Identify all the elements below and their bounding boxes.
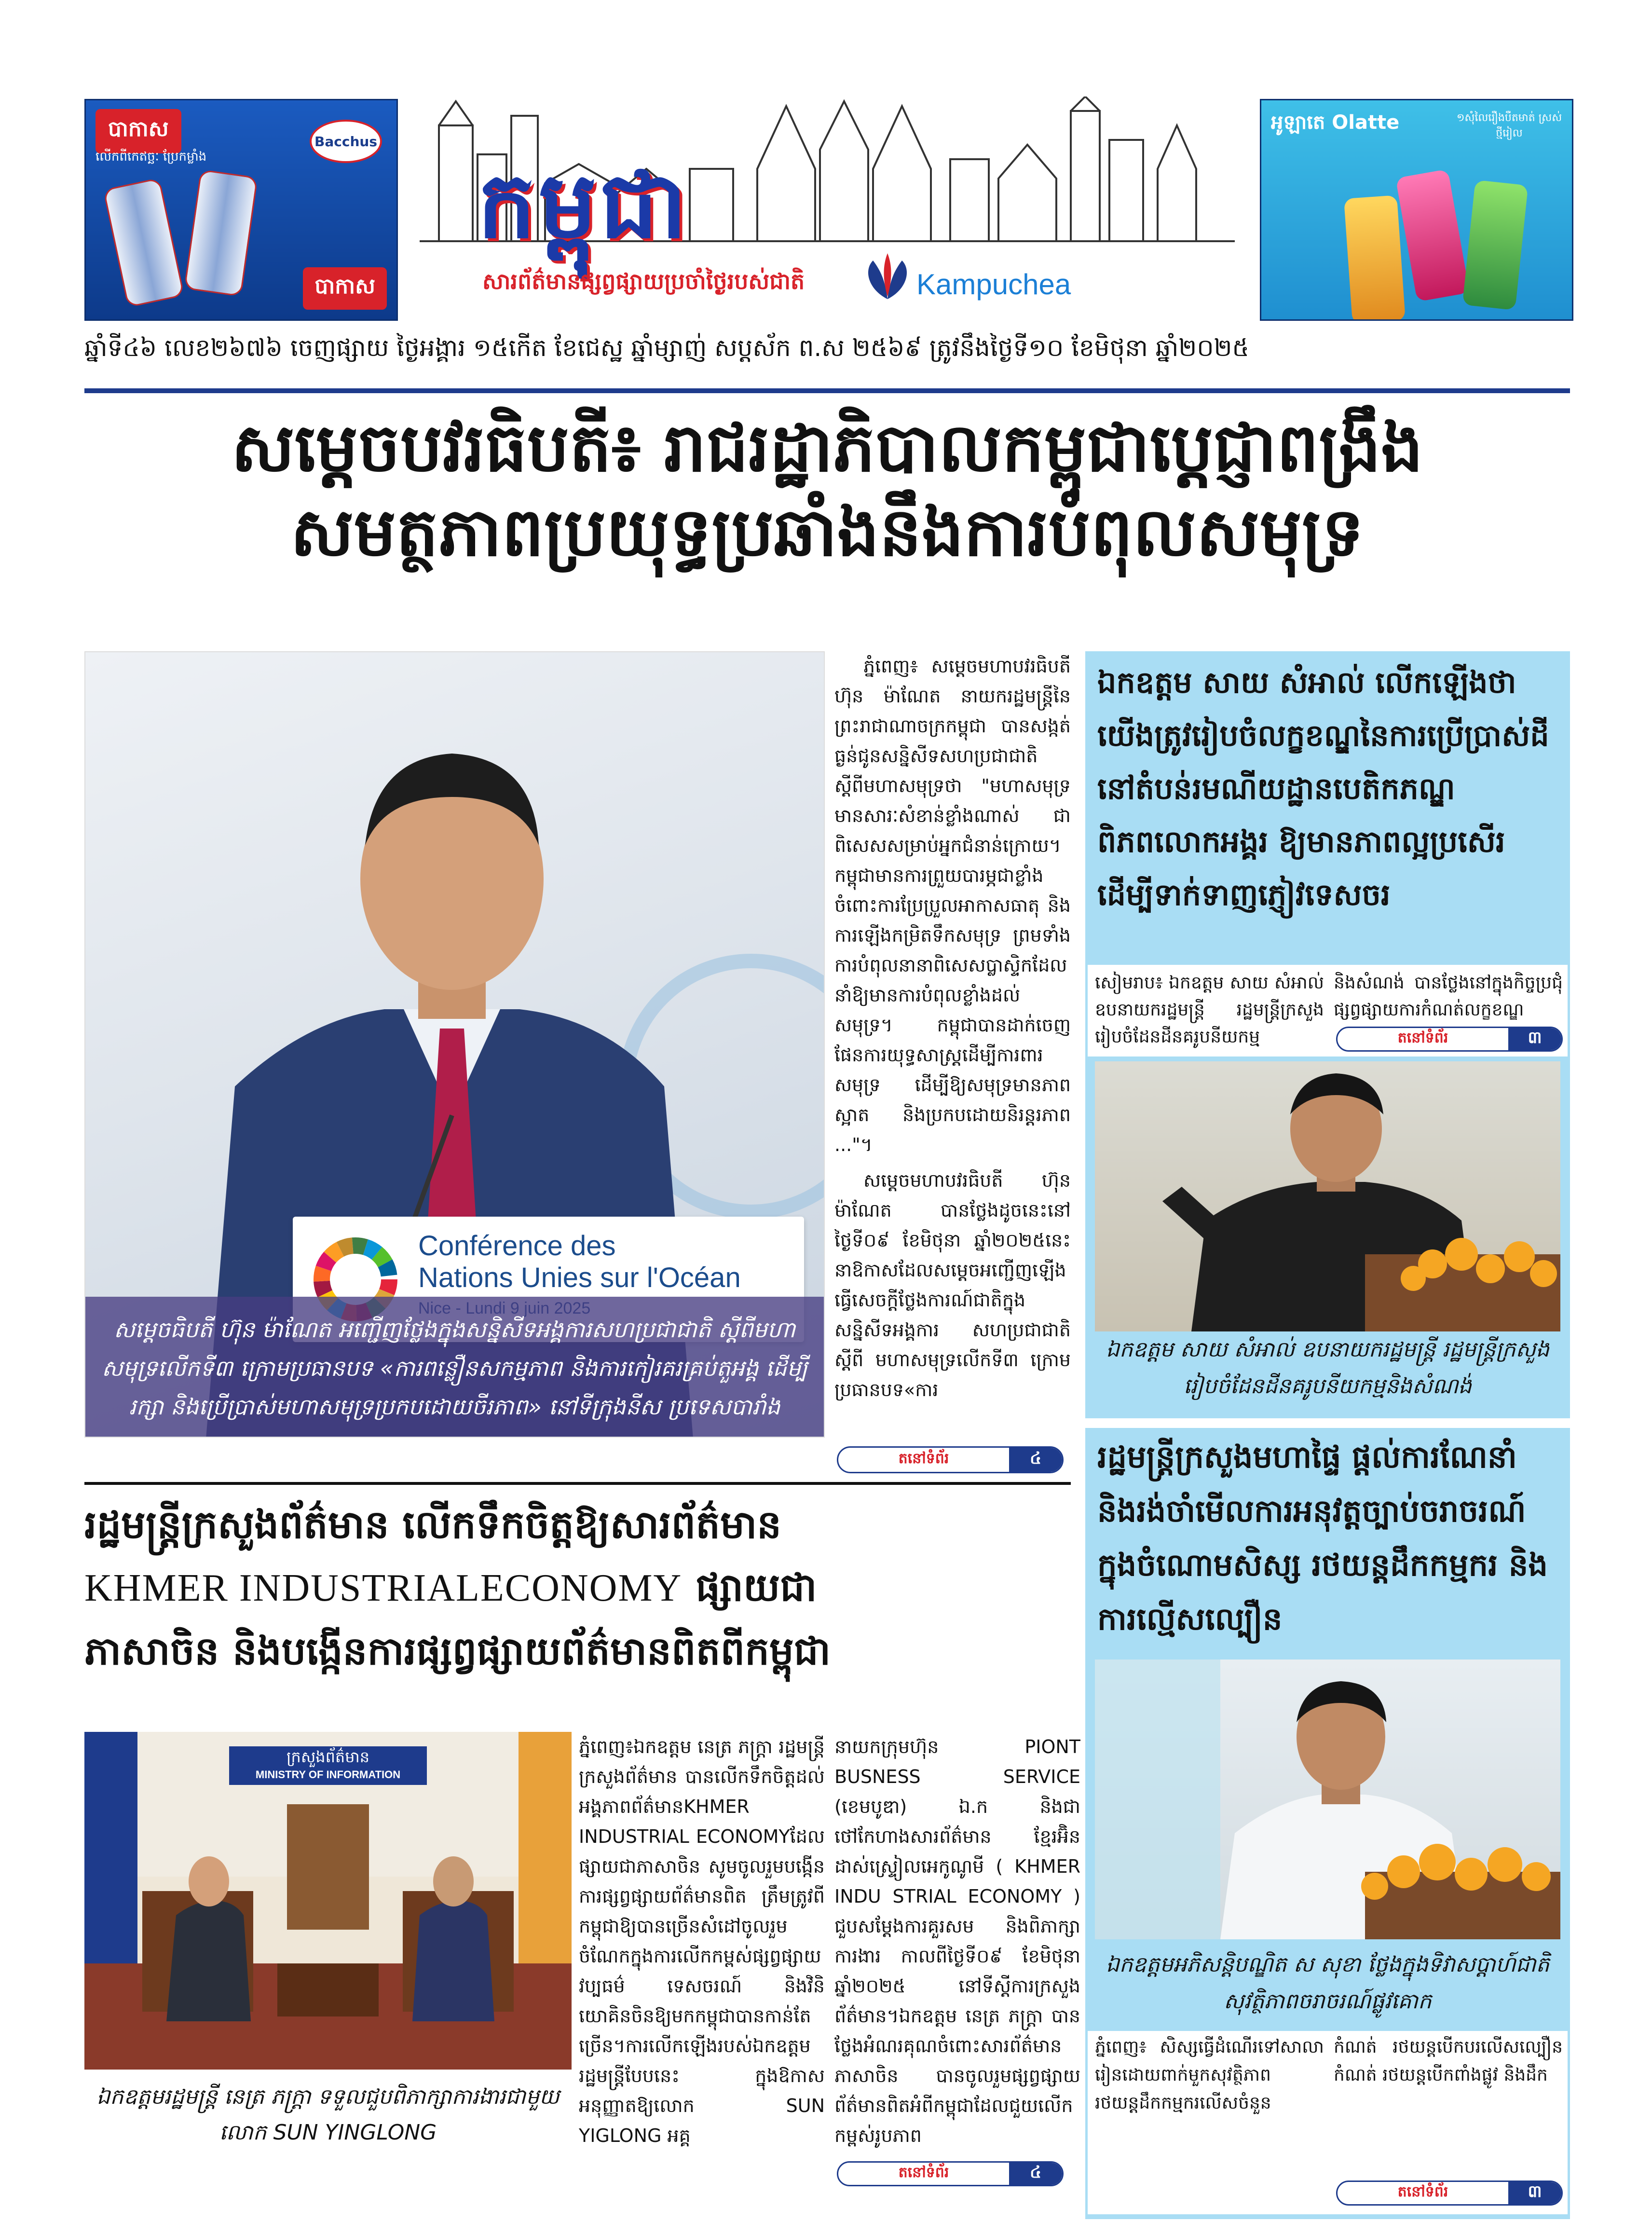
lead-continue-link[interactable] — [837, 1446, 1064, 1473]
newspaper-logo[interactable]: កម្ពុជា — [478, 151, 690, 259]
ad-top-label: បាកាស — [96, 109, 181, 153]
sidebar-story-1-photo-caption: ឯកឧត្តម សាយ សំអាល់ ឧបនាយករដ្ឋមន្ត្រី រដ្ឋមន្ត្រីក្រសួងរៀបចំដែនដីនគរូបនីយកម្មនិងសំណង់ — [1106, 1337, 1550, 1399]
story2-body-col2: នាយកក្រុមហ៊ុន PIONT BUSNESS SERVICE (ខេមបូឌា) ឯ.ក និងជាថៅកែហាងសារព័ត៌មាន ខ្មែរអ៊ិនដាស់ស្ទ្រៀលអេកូណូមី ( KHMER INDU STRIAL ECONOMY ) ជួបសម្តែងការគួរសម និងពិភាក្សាការងារ កាលពីថ្ងៃទី០៩ ខែមិថុនា ឆ្នាំ២០២៥ នៅទីស្តីការក្រសួងព័ត៌មាន។ឯកឧត្តម នេត្រ ភក្ត្រា បានថ្លែងអំណរគុណចំពោះសារព័ត៌មានភាសាចិន បានចូលរួមផ្សព្វផ្សាយព័ត៌មានពិតអំពីកម្ពុជាដែលជួយលើកកម្ពស់រូបភាព — [834, 1736, 1080, 2146]
lead-paragraph-2: សម្តេចមហាបវរធិបតី ហ៊ុន ម៉ាណែត បានថ្លែងដូចនេះនៅថ្ងៃទី០៩ ខែមិថុនា ឆ្នាំ២០២៥នេះ នាឱកាសដែលសម្តេចអញ្ជើញឡើងធ្វើសេចក្តីថ្លែងការណ៍ជាតិក្នុងសន្និសីទអង្គការ សហប្រជាជាតិស្តីពី មហាសមុទ្រលើកទី៣ ក្រោមប្រធានបទ«ការ — [834, 1170, 1071, 1400]
story2-photo-caption: ឯកឧត្តមរដ្ឋមន្ត្រី នេត្រ ភក្ត្រា ទទួលជួបពិភាក្សាការងារជាមួយលោក SUN YINGLONG — [96, 2085, 560, 2145]
ministry-sign-english: MINISTRY OF INFORMATION — [255, 1769, 401, 1781]
ministry-sign — [229, 1746, 427, 1785]
sidebar-story-1-continue-link[interactable] — [1336, 1027, 1563, 1052]
continue-label: តនៅទំព័រ — [1397, 1029, 1448, 1046]
drink-can-image — [184, 169, 258, 297]
drink-can-image — [1395, 169, 1469, 302]
bacchus-advertisement[interactable] — [84, 99, 398, 321]
issue-dateline: ឆ្នាំទី៤៦ លេខ២៦៧៦ ចេញផ្សាយ ថ្ងៃអង្គារ ១៥កើត ខែជេស្ឋ ឆ្នាំម្សាញ់ សប្តស័ក ព.ស ២៥៦៩ ត្រូវនឹងថ្ងៃទី១០ ខែមិថុនា ឆ្នាំ២០២៥ — [84, 334, 1249, 362]
story2-headline-latin: KHMER INDUSTRIALECONOMY — [84, 1567, 683, 1609]
drink-can-image — [1462, 180, 1529, 310]
lead-paragraph-1: ភ្នំពេញ៖ សម្តេចមហាបវរធិបតី ហ៊ុន ម៉ាណែត នាយករដ្ឋមន្ត្រីនៃព្រះរាជាណាចក្រកម្ពុជា បានសង្កត់ធ្ងន់ជូនសន្និសីទសហប្រជាជាតិស្តីពីមហាសមុទ្រថា "មហាសមុទ្រមានសារៈសំខាន់ខ្លាំងណាស់ ជាពិសេសសម្រាប់អ្នកជំនាន់ក្រោយ។ កម្ពុជាមានការព្រួយបារម្ភជាខ្លាំងចំពោះការប្រែប្រួលអាកាសធាតុ និងការឡើងកម្រិតទឹកសមុទ្រ ព្រមទាំងការបំពុលនានាពិសេសប្លាស្ទិកដែលនាំឱ្យមានការបំពុលខ្លាំងដល់សមុទ្រ។ កម្ពុជាបានដាក់ចេញផែនការយុទ្ធសាស្ត្រដើម្បីការពារសមុទ្រ ដើម្បីឱ្យសមុទ្រមានភាពស្អាត និងប្រកបដោយនិរន្តរភាព ..."។ — [834, 656, 1071, 1155]
olatte-note: ១សុំលៃរឿងបឺតមាត់ ស្រស់ថ្មីរៀល — [1456, 112, 1562, 139]
sidebar-story-2-continue-link[interactable] — [1336, 2181, 1563, 2206]
speaker-illustration — [1095, 1061, 1560, 1331]
sidebar-story-1-photo[interactable] — [1095, 1061, 1560, 1331]
story2-headline-line3: ភាសាចិន និងបង្កើនការផ្សព្វផ្សាយព័ត៌មានពិតពីកម្ពុជា — [84, 1628, 831, 1673]
lead-headline-line1: សម្តេចបវរធិបតី៖ រាជរដ្ឋាភិបាលកម្ពុជាប្តេជ្ញាពង្រឹង — [231, 408, 1423, 487]
ad-slogan: លើកពីកេឥច្ឆៈ ប្រែកម្លាំង — [96, 150, 207, 164]
podium-text-line2: Nations Unies sur l'Océan — [418, 1262, 741, 1293]
story2-body-col1: ភ្នំពេញ៖ឯកឧត្តម នេត្រ ភក្ត្រា រដ្ឋមន្ត្រីក្រសួងព័ត៌មាន បានលើកទឹកចិត្តដល់អង្គភាពព័ត៌មានKHMER INDUSTRIAL ECONOMYដែលផ្សាយជាភាសាចិន សូមចូលរួមបង្កើនការផ្សព្វផ្សាយព័ត៌មានពិត ត្រឹមត្រូវពីកម្ពុជាឱ្យបានច្រើនសំដៅចូលរួមចំណែកក្នុងការលើកកម្ពស់ផ្សព្វផ្សាយវប្បធម៌ ទេសចរណ៍ និងវិនិយោគិនចិនឱ្យមកកម្ពុជាបានកាន់តែច្រើន។ការលើកឡើងរបស់ឯកឧត្តម រដ្ឋមន្ត្រីបែបនេះ ក្នុងឱកាសអនុញ្ញាតឱ្យលោក SUN YIGLONG អគ្គ — [579, 1736, 825, 2146]
lead-article-body — [834, 651, 1071, 1442]
ministry-sign-khmer: ក្រសួងព័ត៌មាន — [286, 1748, 370, 1766]
sidebar-story-1-headline[interactable]: ឯកឧត្តម សាយ សំអាល់ លើកឡើងថា យើងត្រូវរៀបចំលក្ខខណ្ឌនៃការប្រើប្រាស់ដីនៅតំបន់រមណីយដ្ឋានបេតិកភណ្ឌពិភពលោកអង្គរ ឱ្យមានភាពល្អប្រសើរ ដើម្បីទាក់ទាញភ្ញៀវទេសចរ — [1097, 665, 1549, 912]
masthead-divider — [84, 388, 1570, 393]
story2-headline-line2-tail: ផ្សាយជា — [696, 1564, 817, 1610]
sidebar-story-1-col2: និងសំណង់ បានថ្លែងនៅក្នុងកិច្ចប្រជុំផ្សព្វផ្សាយការកំណត់លក្ខខណ្ឌ — [1334, 973, 1563, 1020]
sidebar-story-2-headline[interactable]: រដ្ឋមន្ត្រីក្រសួងមហាផ្ទៃ ផ្តល់ការណែនាំ និងរង់ចាំមើលការអនុវត្តច្បាប់ចរាចរណ៍ក្នុងចំណោមសិស្ស រថយន្តដឹកកម្មករ និងការល្មើសល្បឿន — [1097, 1439, 1548, 1637]
continue-page-number: ៣ — [1508, 2182, 1561, 2204]
story2-photo[interactable] — [84, 1732, 572, 2070]
drink-can-image — [103, 178, 184, 307]
continue-page-number: ៤ — [1009, 1448, 1062, 1472]
bacchus-logo: Bacchus — [310, 120, 382, 163]
lead-photo[interactable] — [84, 651, 825, 1438]
olatte-brand: អូឡាតេ Olatte — [1271, 111, 1400, 134]
sidebar-story-2-col1: ភ្នំពេញ៖ សិស្សធ្វើដំណើរទៅសាលារៀនដោយពាក់មួកសុវត្ថិភាព រថយន្តដឹកកម្មករលើសចំនួន — [1095, 2037, 1324, 2113]
lotus-emblem-icon — [859, 251, 916, 304]
continue-page-number: ៣ — [1508, 1028, 1561, 1050]
continue-label: តនៅទំព័រ — [1397, 2183, 1448, 2200]
masthead-tagline: សារព័ត៌មានផ្សព្វផ្សាយប្រចាំថ្ងៃរបស់ជាតិ — [482, 268, 805, 294]
continue-label: តនៅទំព័រ — [898, 2164, 949, 2181]
lead-photo-caption: សម្តេចធិបតី ហ៊ុន ម៉ាណែត អញ្ជើញថ្លែងក្នុងសន្និសីទអង្គការសហប្រជាជាតិ ស្តីពីមហាសមុទ្រលើកទី៣ ក្រោមប្រធានបទ «ការពន្លឿនសកម្មភាព និងការកៀរគរគ្រប់តួអង្គ ដើម្បីរក្សា និងប្រើប្រាស់មហាសមុទ្រប្រកបដោយចីរភាព» នៅទីក្រុងនីស ប្រទេសបារាំង — [101, 1317, 808, 1420]
story2-headline-line1: រដ្ឋមន្ត្រីក្រសួងព័ត៌មាន លើកទឹកចិត្តឱ្យសារព័ត៌មាន — [84, 1502, 782, 1547]
brand-latin-name: Kampuchea — [916, 268, 1071, 301]
continue-page-number: ៤ — [1009, 2163, 1062, 2185]
olatte-advertisement[interactable] — [1260, 99, 1573, 321]
lead-headline-line2: សមត្ថភាពប្រយុទ្ធប្រឆាំងនឹងការបំពុលសមុទ្រ — [290, 493, 1364, 571]
story2-headline[interactable] — [84, 1493, 1071, 1682]
lead-headline[interactable] — [84, 405, 1570, 574]
drink-can-image — [1344, 195, 1406, 321]
sidebar-story-1-col1: សៀមរាប៖ ឯកឧត្តម សាយ សំអាល់ ឧបនាយករដ្ឋមន្ត្រី រដ្ឋមន្ត្រីក្រសួងរៀបចំដែនដីនគរូបនីយកម្ម — [1095, 973, 1324, 1047]
podium-text-line1: Conférence des — [418, 1230, 616, 1262]
speaker-illustration — [1095, 1660, 1560, 1939]
ad-bottom-label: បាកាស — [303, 267, 387, 310]
continue-label: តនៅទំព័រ — [898, 1450, 949, 1467]
sidebar-story-2-col2: កំណត់ រថយន្តបើកបរលើសល្បឿនកំណត់ រថយន្តបើកពាំងផ្លូវ និងដឹក — [1334, 2037, 1563, 2085]
sidebar-story-2-photo[interactable] — [1095, 1660, 1560, 1939]
story-divider — [84, 1482, 1071, 1485]
sidebar-story-2-photo-caption: ឯកឧត្តមអភិសន្តិបណ្ឌិត ស សុខា ថ្លែងក្នុងទិវាសប្តាហ៍ជាតិសុវត្ថិភាពចរាចរណ៍ផ្លូវគោក — [1106, 1952, 1550, 2014]
story2-continue-link[interactable] — [837, 2161, 1064, 2186]
